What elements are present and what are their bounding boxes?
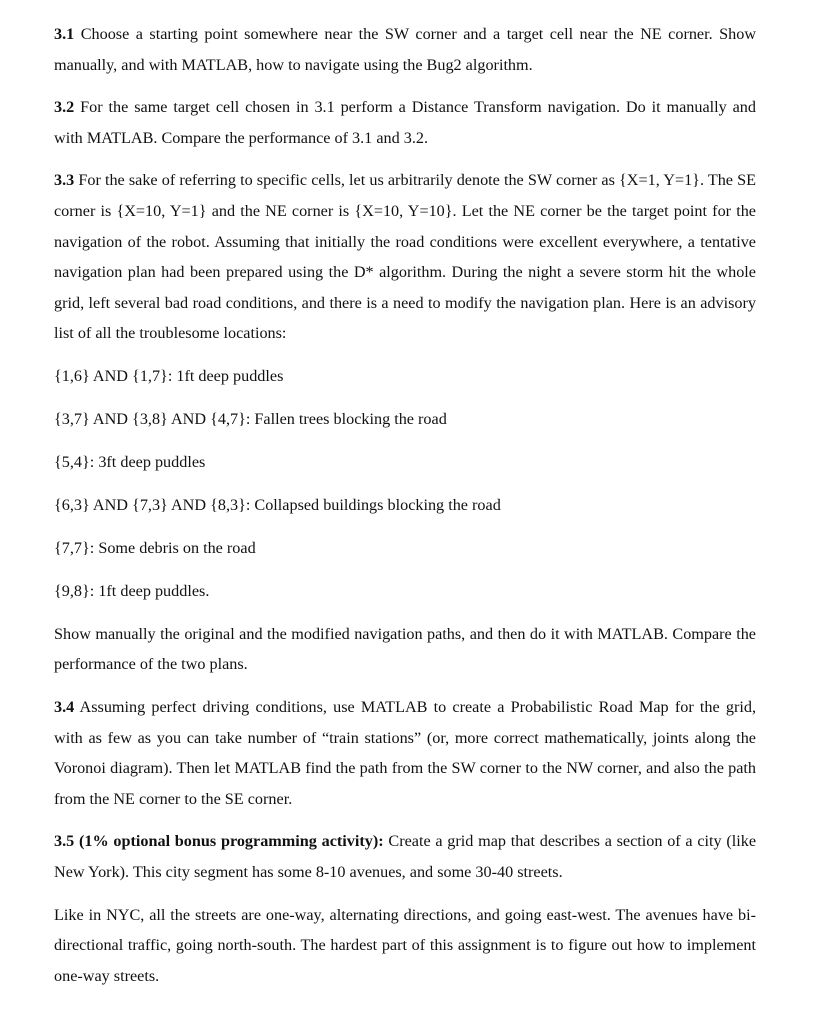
question-number: 3.4: [54, 698, 75, 717]
question-number: 3.5: [54, 832, 75, 851]
list-item: [54, 404, 756, 435]
question-3-2: [54, 92, 756, 153]
question-text: Choose a starting point somewhere near the SW corner and a target cell near the NE corner. Show manually, and with MATLAB, how to navigate using the Bug2 algorithm.: [54, 25, 757, 74]
issue-description: Some debris on the road: [98, 538, 256, 557]
question-text: Create a grid map that describes a section of a city (like New York). This city segment has some 8-10 avenues, and some 30-40 streets.: [54, 832, 757, 881]
question-text: Assuming perfect driving conditions, use MATLAB to create a Probabilistic Road Map for the grid, with as few as you can take number of “train stations” (or, more correct mathematically, joints along the Voronoi diagram). Then let MATLAB find the path from the SW corner to the NW corner, and also the path from the NE corner to the SE corner.: [54, 698, 756, 808]
list-item: [54, 533, 756, 564]
issue-description: 3ft deep puddles: [98, 452, 206, 471]
question-3-4: [54, 692, 756, 814]
issue-cells: {5,4}:: [54, 452, 95, 471]
question-number: 3.3: [54, 171, 75, 190]
issue-cells: {7,7}:: [54, 538, 95, 557]
issue-description: Collapsed buildings blocking the road: [254, 495, 501, 514]
issue-cells: {1,6} AND {1,7}:: [54, 366, 173, 385]
issue-description: Fallen trees blocking the road: [254, 409, 447, 428]
question-3-3: [54, 165, 756, 349]
question-3-1: [54, 19, 756, 80]
issue-description: 1ft deep puddles.: [98, 581, 210, 600]
troublesome-locations-list: [54, 361, 756, 607]
question-text: For the same target cell chosen in 3.1 perform a Distance Transform navigation. Do it manually and with MATLAB. Compare the performance of 3.1 and 3.2.: [54, 98, 756, 147]
list-item: [54, 447, 756, 478]
assignment-page: [54, 19, 756, 1003]
question-3-3-followup: Show manually the original and the modified navigation paths, and then do it with MATLAB. Compare the performance of the two plans.: [54, 624, 756, 674]
issue-cells: {9,8}:: [54, 581, 95, 600]
list-item: [54, 490, 756, 521]
question-3-5-followup: Like in NYC, all the streets are one-way, alternating directions, and going east-west. The avenues have bi-directional traffic, going north-south. The hardest part of this assignment is to figure out how to implement one-way streets.: [54, 905, 756, 985]
question-3-5: [54, 826, 756, 887]
question-number: 3.1: [54, 25, 75, 43]
question-text: For the sake of referring to specific cells, let us arbitrarily denote the SW corner as {X=1, Y=1}. The SE corner is {X=10, Y=1} and the NE corner is {X=10, Y=10}. Let the NE corner be the target point for the navigation of the robot. Assuming that initially the road conditions were excellent everywhere, a tentative navigation plan had been prepared using the D* algorithm. During the night a severe storm hit the whole grid, left several bad road conditions, and there is a need to modify the navigation plan. Here is an advisory list of all the troublesome locations:: [54, 171, 756, 343]
issue-cells: {3,7} AND {3,8} AND {4,7}:: [54, 409, 251, 428]
list-item: [54, 576, 756, 607]
issue-cells: {6,3} AND {7,3} AND {8,3}:: [54, 495, 251, 514]
bonus-label: (1% optional bonus programming activity):: [78, 832, 384, 851]
issue-description: 1ft deep puddles: [176, 366, 284, 385]
list-item: [54, 361, 756, 392]
question-number: 3.2: [54, 98, 75, 117]
